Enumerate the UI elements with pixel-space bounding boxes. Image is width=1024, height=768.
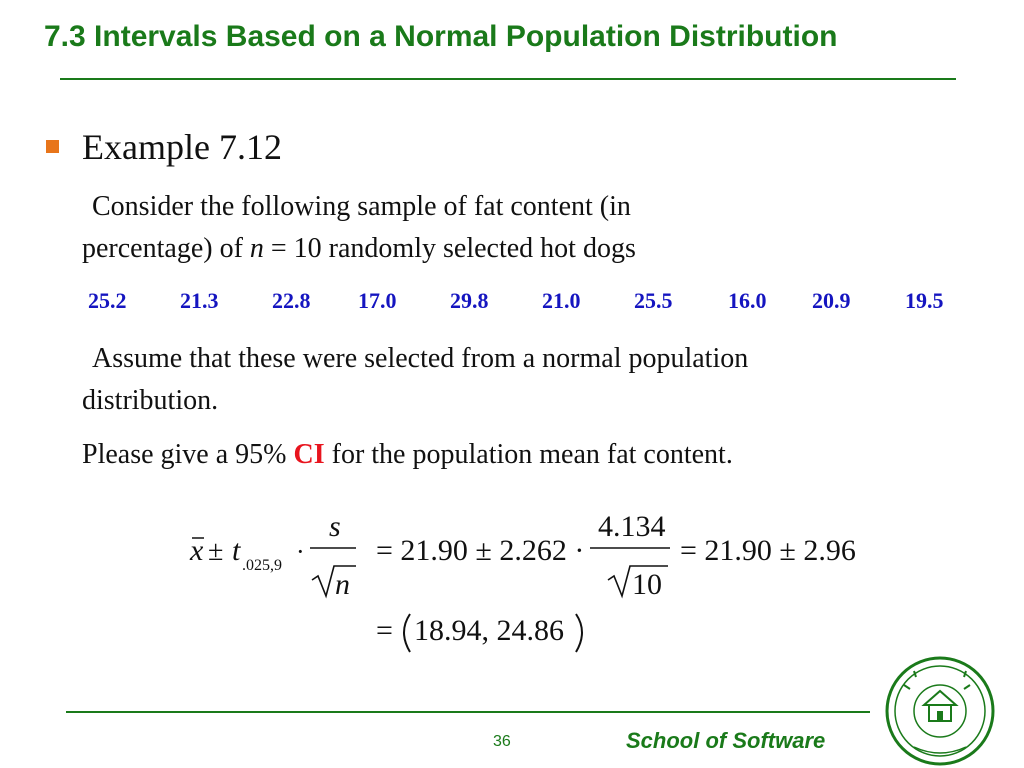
interval-result: 18.94, 24.86 bbox=[414, 614, 564, 647]
sample-size-value: 10 bbox=[632, 568, 662, 601]
question-text-a: Please give a 95% bbox=[82, 439, 294, 470]
problem-statement bbox=[82, 186, 636, 270]
confidence-interval-formula bbox=[186, 504, 876, 674]
page-number: 36 bbox=[493, 733, 511, 750]
sample-size-symbol: n bbox=[335, 568, 350, 601]
footer-divider bbox=[66, 711, 870, 713]
std-dev-value: 4.134 bbox=[598, 510, 666, 543]
sample-value: 25.5 bbox=[634, 288, 673, 313]
assumption-line-1: Assume that these were selected from a normal population bbox=[92, 343, 749, 374]
title-divider bbox=[60, 78, 956, 80]
problem-line-2 bbox=[82, 228, 636, 270]
assumption-line-2: distribution. bbox=[82, 385, 219, 416]
multiply-dot: · bbox=[296, 537, 305, 566]
margin-result: = 21.90 ± 2.96 bbox=[680, 534, 856, 567]
sample-value: 22.8 bbox=[272, 288, 311, 313]
question-text-b: for the population mean fat content. bbox=[324, 439, 733, 470]
sample-value: 21.0 bbox=[542, 288, 581, 313]
t-symbol: t bbox=[232, 534, 241, 567]
question-statement bbox=[82, 434, 733, 476]
sample-value: 29.8 bbox=[450, 288, 489, 313]
computation-step: = 21.90 ± 2.262 · bbox=[376, 534, 585, 567]
equals-symbol: = bbox=[376, 614, 393, 647]
university-seal-icon bbox=[884, 655, 996, 767]
plus-minus-symbol: ± bbox=[208, 536, 224, 567]
example-heading: Example 7.12 bbox=[82, 127, 282, 167]
footer-label: School of Software bbox=[626, 728, 826, 753]
sample-value: 25.2 bbox=[88, 288, 127, 313]
sample-value: 16.0 bbox=[728, 288, 767, 313]
t-subscript: .025,9 bbox=[242, 557, 282, 574]
problem-text-b: = 10 randomly selected hot dogs bbox=[263, 233, 636, 264]
assumption-statement bbox=[82, 338, 748, 422]
problem-text-a: percentage) of bbox=[82, 233, 250, 264]
sample-value: 21.3 bbox=[180, 288, 219, 313]
sample-value: 17.0 bbox=[358, 288, 397, 313]
left-parenthesis bbox=[404, 614, 410, 652]
sample-value: 20.9 bbox=[812, 288, 851, 313]
ci-highlight: CI bbox=[293, 439, 325, 470]
right-parenthesis bbox=[576, 614, 582, 652]
bullet-square-icon bbox=[46, 140, 59, 153]
sample-mean-symbol: x bbox=[190, 534, 204, 567]
sample-value: 19.5 bbox=[905, 288, 944, 313]
slide-title: 7.3 Intervals Based on a Normal Population Distribution bbox=[44, 20, 838, 53]
std-dev-symbol: s bbox=[329, 510, 341, 543]
sample-size-variable: n bbox=[249, 233, 264, 264]
problem-line-1: Consider the following sample of fat content (in bbox=[92, 191, 631, 222]
